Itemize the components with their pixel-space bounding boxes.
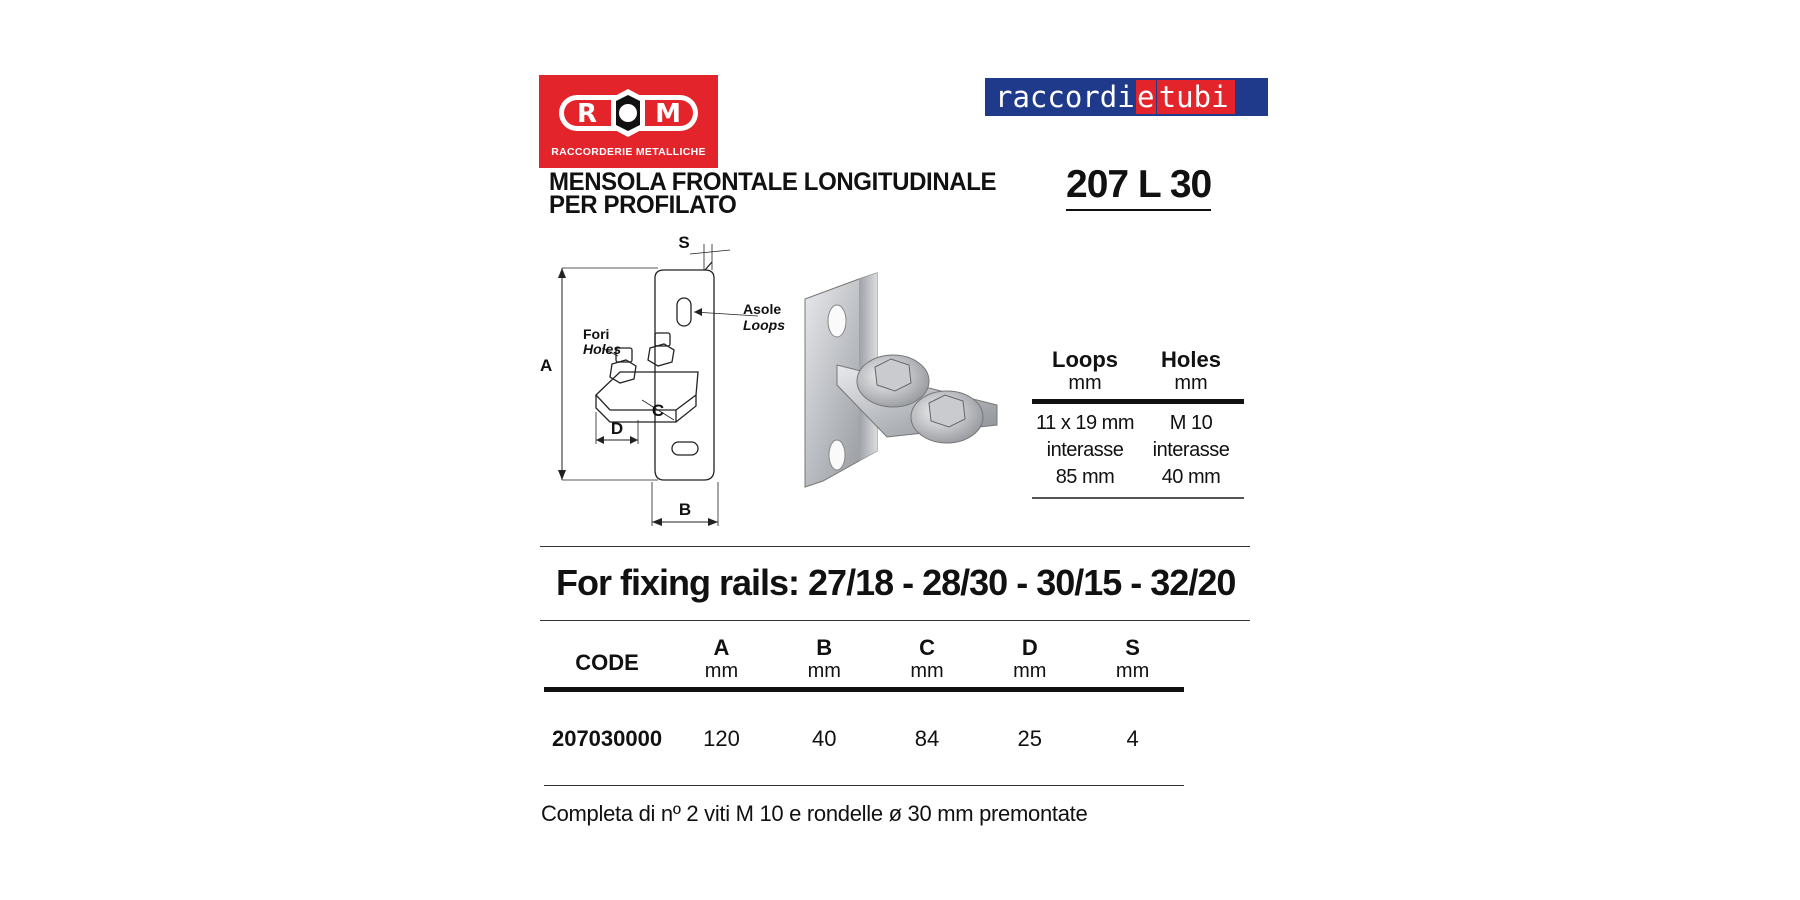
specs-loops-cell (1032, 410, 1138, 491)
rm-logo-r: R (576, 99, 598, 129)
cell-s: 4 (1126, 725, 1139, 751)
dim-label-d: D (610, 419, 624, 438)
label-loops: Loops (743, 317, 785, 333)
rm-tagline: RACCORDERIE METALLICHE (551, 146, 706, 158)
product-title-line2: PER PROFILATO (549, 191, 737, 219)
dim-label-c: C (651, 401, 665, 420)
retailer-name-b: tubi (1157, 80, 1235, 114)
specs-header-row (1032, 348, 1244, 404)
dim-label-b: B (678, 500, 692, 519)
retailer-name-a: raccordi (995, 80, 1135, 114)
specs-header-unit: mm (1068, 372, 1102, 394)
specs-header-label: Holes (1161, 347, 1221, 372)
specs-table (1032, 348, 1244, 499)
dim-label-s: S (678, 233, 690, 252)
label-asole: Asole (743, 301, 782, 317)
specs-loops-value: 85 mm (1055, 466, 1115, 488)
specs-holes-value: interasse (1152, 439, 1230, 461)
codes-table-header (544, 634, 1184, 692)
codes-table (544, 634, 1184, 786)
header-col-b (773, 634, 876, 687)
header-label: D (1021, 635, 1038, 660)
specs-loops-value: 11 x 19 mm (1036, 412, 1134, 434)
cell-b: 40 (811, 725, 837, 751)
product-photo (797, 255, 1027, 540)
specs-header-loops (1032, 348, 1138, 394)
specs-holes-cell (1138, 410, 1244, 491)
raccordietubi-logo (985, 78, 1268, 116)
header-unit: mm (807, 660, 841, 682)
cell-d: 25 (1017, 725, 1043, 751)
rm-logo-m: M (655, 99, 681, 129)
dim-label-a: A (540, 356, 553, 375)
table-row (544, 692, 1184, 786)
product-title (549, 168, 1029, 219)
specs-holes-value: 40 mm (1161, 466, 1221, 488)
header-label: A (713, 635, 730, 660)
product-title-line1: MENSOLA FRONTALE LONGITUDINALE (549, 168, 997, 196)
header-unit: mm (1115, 660, 1150, 682)
cell-c: 84 (914, 725, 940, 751)
rm-logo (539, 75, 718, 168)
header-unit: mm (910, 660, 944, 682)
header-col-a (670, 634, 773, 687)
product-code-title: 207 L 30 (1066, 165, 1211, 211)
header-unit: mm (704, 660, 739, 682)
rm-logo-mark (553, 87, 704, 139)
specs-holes-value: M 10 (1169, 412, 1213, 434)
specs-header-label: Loops (1052, 347, 1118, 372)
header-col-s (1081, 634, 1184, 687)
divider-bottom (540, 620, 1250, 621)
footnote: Completa di nº 2 viti M 10 e rondelle ø 30 mm premontate (541, 801, 1088, 826)
specs-value-row (1032, 404, 1244, 499)
technical-drawing (540, 230, 798, 530)
header-code: CODE (575, 650, 639, 675)
label-fori: Fori (583, 326, 610, 342)
divider-top (540, 546, 1250, 547)
specs-header-unit: mm (1174, 372, 1208, 394)
header-col-c (876, 634, 979, 687)
header-label: C (919, 635, 935, 660)
header-label: S (1125, 635, 1140, 660)
fixing-rails-heading: For fixing rails: 27/18 - 28/30 - 30/15 - 32/20 (556, 562, 1236, 603)
header-col-d (978, 634, 1081, 687)
header-unit: mm (1013, 660, 1047, 682)
specs-header-holes (1138, 348, 1244, 394)
retailer-name-e: e (1136, 80, 1155, 114)
cell-code: 207030000 (551, 725, 663, 751)
cell-a: 120 (703, 725, 740, 751)
header-label: B (816, 635, 833, 660)
label-holes: Holes (583, 341, 622, 357)
specs-loops-value: interasse (1046, 439, 1124, 461)
